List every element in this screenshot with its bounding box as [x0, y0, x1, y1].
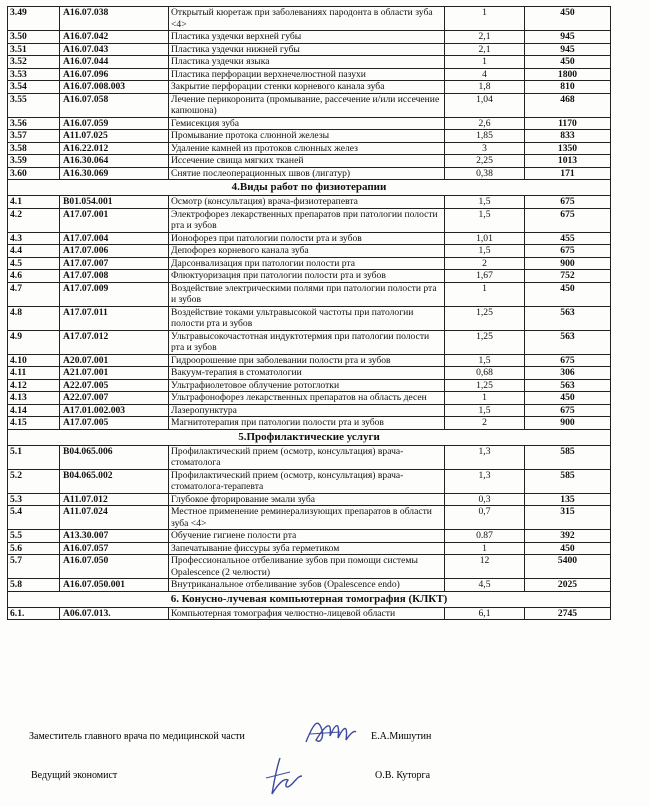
table-row — [8, 330, 611, 354]
row-number: 4.15 — [8, 417, 60, 430]
row-number: 3.56 — [8, 117, 60, 130]
price-value: 563 — [525, 330, 611, 354]
row-number: 5.1 — [8, 445, 60, 469]
table-row — [8, 7, 611, 31]
coefficient: 1 — [445, 7, 525, 31]
coefficient: 1,25 — [445, 306, 525, 330]
price-table — [7, 6, 611, 620]
coefficient: 1,25 — [445, 330, 525, 354]
row-number: 4.11 — [8, 367, 60, 380]
service-code: A16.07.008.003 — [60, 81, 169, 94]
section-header-row — [8, 180, 611, 196]
service-name: Воздействие электрическими полями при патологии полости рта и зубов — [169, 282, 445, 306]
section-title: 5.Профилактические услуги — [8, 429, 611, 445]
service-code: A16.07.038 — [60, 7, 169, 31]
price-value: 1013 — [525, 155, 611, 168]
table-row — [8, 530, 611, 543]
row-number: 4.9 — [8, 330, 60, 354]
table-row — [8, 354, 611, 367]
service-name: Закрытие перфорации стенки корневого канала зуба — [169, 81, 445, 94]
table-row — [8, 392, 611, 405]
coefficient: 1,5 — [445, 196, 525, 209]
price-value: 315 — [525, 506, 611, 530]
service-code: A17.07.005 — [60, 417, 169, 430]
service-code: A17.07.011 — [60, 306, 169, 330]
price-value: 450 — [525, 282, 611, 306]
service-code: A16.30.069 — [60, 167, 169, 180]
price-value: 945 — [525, 43, 611, 56]
price-value: 833 — [525, 130, 611, 143]
row-number: 4.2 — [8, 208, 60, 232]
table-row — [8, 506, 611, 530]
row-number: 4.1 — [8, 196, 60, 209]
service-name: Ионофорез при патологии полости рта и зубов — [169, 232, 445, 245]
service-code: B04.065.002 — [60, 469, 169, 493]
coefficient: 1,04 — [445, 93, 525, 117]
service-name: Снятие послеоперационных швов (лигатур) — [169, 167, 445, 180]
price-value: 585 — [525, 445, 611, 469]
service-code: A06.07.013. — [60, 607, 169, 620]
service-code: A11.07.012 — [60, 493, 169, 506]
table-row — [8, 579, 611, 592]
table-row — [8, 542, 611, 555]
row-number: 4.5 — [8, 257, 60, 270]
coefficient: 2 — [445, 257, 525, 270]
price-value: 450 — [525, 7, 611, 31]
service-name: Профилактический прием (осмотр, консультация) врача-стоматолога-терапевта — [169, 469, 445, 493]
row-number: 3.54 — [8, 81, 60, 94]
price-value: 5400 — [525, 555, 611, 579]
price-value: 392 — [525, 530, 611, 543]
row-number: 4.7 — [8, 282, 60, 306]
service-name: Гемисекция зуба — [169, 117, 445, 130]
service-name: Депофорез корневого канала зуба — [169, 245, 445, 258]
section-title: 4.Виды работ по физиотерапии — [8, 180, 611, 196]
table-row — [8, 117, 611, 130]
service-code: A17.01.002.003 — [60, 404, 169, 417]
row-number: 3.58 — [8, 142, 60, 155]
price-value: 945 — [525, 31, 611, 44]
price-value: 450 — [525, 542, 611, 555]
coefficient: 1,85 — [445, 130, 525, 143]
service-code: A17.07.007 — [60, 257, 169, 270]
coefficient: 1,3 — [445, 469, 525, 493]
service-code: A17.07.009 — [60, 282, 169, 306]
table-row — [8, 306, 611, 330]
table-row — [8, 417, 611, 430]
coefficient: 0.87 — [445, 530, 525, 543]
service-name: Компьютерная томография челюстно-лицевой области — [169, 607, 445, 620]
service-code: A17.07.004 — [60, 232, 169, 245]
coefficient: 1,01 — [445, 232, 525, 245]
service-name: Магнитотерапия при патологии полости рта и зубов — [169, 417, 445, 430]
row-number: 3.51 — [8, 43, 60, 56]
price-value: 1800 — [525, 68, 611, 81]
service-name: Пластика перфорации верхнечелюстной пазухи — [169, 68, 445, 81]
row-number: 5.3 — [8, 493, 60, 506]
service-name: Внутриканальное отбеливание зубов (Opalescence endo) — [169, 579, 445, 592]
row-number: 4.8 — [8, 306, 60, 330]
table-row — [8, 270, 611, 283]
coefficient: 2,6 — [445, 117, 525, 130]
service-code: A22.07.007 — [60, 392, 169, 405]
row-number: 3.57 — [8, 130, 60, 143]
price-value: 752 — [525, 270, 611, 283]
service-code: A16.07.042 — [60, 31, 169, 44]
coefficient: 1 — [445, 282, 525, 306]
coefficient: 6,1 — [445, 607, 525, 620]
service-code: A16.07.050 — [60, 555, 169, 579]
row-number: 5.8 — [8, 579, 60, 592]
service-name: Вакуум-терапия в стоматологии — [169, 367, 445, 380]
service-code: A17.07.008 — [60, 270, 169, 283]
service-name: Обучение гигиене полости рта — [169, 530, 445, 543]
coefficient: 4,5 — [445, 579, 525, 592]
row-number: 5.7 — [8, 555, 60, 579]
service-code: B01.054.001 — [60, 196, 169, 209]
service-code: A11.07.024 — [60, 506, 169, 530]
coefficient: 1,5 — [445, 245, 525, 258]
service-name: Ультрафонофорез лекарственных препаратов на область десен — [169, 392, 445, 405]
price-value: 675 — [525, 196, 611, 209]
table-row — [8, 155, 611, 168]
service-name: Местное применение реминерализующих препаратов в области зуба <4> — [169, 506, 445, 530]
service-code: A17.07.006 — [60, 245, 169, 258]
service-name: Запечатывание фиссуры зуба герметиком — [169, 542, 445, 555]
service-name: Осмотр (консультация) врача-физиотерапевта — [169, 196, 445, 209]
coefficient: 0,68 — [445, 367, 525, 380]
service-name: Дарсонвализация при патологии полости рта — [169, 257, 445, 270]
coefficient: 1 — [445, 392, 525, 405]
service-name: Лечение перикоронита (промывание, рассечение и/или иссечение капюшона) — [169, 93, 445, 117]
price-value: 810 — [525, 81, 611, 94]
table-row — [8, 56, 611, 69]
service-name: Флюктуоризация при патологии полости рта и зубов — [169, 270, 445, 283]
table-row — [8, 404, 611, 417]
price-value: 563 — [525, 379, 611, 392]
table-row — [8, 196, 611, 209]
service-name: Воздействие токами ультравысокой частоты при патологии полости рта и зубов — [169, 306, 445, 330]
table-row — [8, 208, 611, 232]
table-row — [8, 31, 611, 44]
coefficient: 0,38 — [445, 167, 525, 180]
table-row — [8, 555, 611, 579]
service-code: A16.07.058 — [60, 93, 169, 117]
service-name: Электрофорез лекарственных препаратов при патологии полости рта и зубов — [169, 208, 445, 232]
service-code: A17.07.012 — [60, 330, 169, 354]
coefficient: 2 — [445, 417, 525, 430]
service-code: A16.07.044 — [60, 56, 169, 69]
row-number: 3.59 — [8, 155, 60, 168]
price-value: 455 — [525, 232, 611, 245]
service-name: Профилактический прием (осмотр, консультация) врача-стоматолога — [169, 445, 445, 469]
price-value: 2745 — [525, 607, 611, 620]
service-code: B04.065.006 — [60, 445, 169, 469]
row-number: 5.4 — [8, 506, 60, 530]
price-value: 675 — [525, 208, 611, 232]
table-row — [8, 81, 611, 94]
coefficient: 1,25 — [445, 379, 525, 392]
service-code: A17.07.001 — [60, 208, 169, 232]
coefficient: 2,1 — [445, 43, 525, 56]
table-row — [8, 43, 611, 56]
section-header-row — [8, 591, 611, 607]
coefficient: 12 — [445, 555, 525, 579]
price-value: 468 — [525, 93, 611, 117]
service-code: A16.07.059 — [60, 117, 169, 130]
table-row — [8, 257, 611, 270]
price-value: 450 — [525, 56, 611, 69]
coefficient: 3 — [445, 142, 525, 155]
service-name: Открытый кюретаж при заболеваниях пародонта в области зуба <4> — [169, 7, 445, 31]
service-code: A21.07.001 — [60, 367, 169, 380]
coefficient: 1,5 — [445, 404, 525, 417]
table-row — [8, 142, 611, 155]
coefficient: 1,67 — [445, 270, 525, 283]
coefficient: 1,5 — [445, 208, 525, 232]
economist-title: Ведущий экономист — [31, 770, 118, 781]
price-value: 900 — [525, 257, 611, 270]
price-value: 675 — [525, 404, 611, 417]
coefficient: 1,8 — [445, 81, 525, 94]
coefficient: 1 — [445, 542, 525, 555]
service-name: Иссечение свища мягких тканей — [169, 155, 445, 168]
service-code: A20.07.001 — [60, 354, 169, 367]
service-name: Лазеропунктура — [169, 404, 445, 417]
table-row — [8, 379, 611, 392]
deputy-title: Заместитель главного врача по медицинской части — [29, 731, 245, 742]
table-row — [8, 493, 611, 506]
economist-signature-icon — [262, 754, 312, 798]
service-name: Пластика уздечки верхней губы — [169, 31, 445, 44]
service-name: Ультравысокочастотная индуктотермия при патологии полости рта и зубов — [169, 330, 445, 354]
coefficient: 0,3 — [445, 493, 525, 506]
service-name: Глубокое фторирование эмали зуба — [169, 493, 445, 506]
price-value: 1350 — [525, 142, 611, 155]
coefficient: 0,7 — [445, 506, 525, 530]
price-value: 900 — [525, 417, 611, 430]
table-row — [8, 282, 611, 306]
price-value: 585 — [525, 469, 611, 493]
deputy-signature-icon — [300, 712, 360, 752]
row-number: 5.6 — [8, 542, 60, 555]
row-number: 6.1. — [8, 607, 60, 620]
service-code: A13.30.007 — [60, 530, 169, 543]
row-number: 3.55 — [8, 93, 60, 117]
price-value: 171 — [525, 167, 611, 180]
service-code: A16.07.057 — [60, 542, 169, 555]
service-name: Пластика уздечки нижней губы — [169, 43, 445, 56]
service-name: Ультрафиолетовое облучение ротоглотки — [169, 379, 445, 392]
row-number: 4.10 — [8, 354, 60, 367]
service-code: A16.30.064 — [60, 155, 169, 168]
service-code: A11.07.025 — [60, 130, 169, 143]
deputy-name: Е.А.Мишутин — [371, 731, 432, 742]
coefficient: 4 — [445, 68, 525, 81]
row-number: 4.4 — [8, 245, 60, 258]
service-name: Удаление камней из протоков слюнных желез — [169, 142, 445, 155]
table-row — [8, 130, 611, 143]
price-table-body — [8, 7, 611, 620]
table-row — [8, 245, 611, 258]
row-number: 5.5 — [8, 530, 60, 543]
table-row — [8, 469, 611, 493]
table-row — [8, 367, 611, 380]
coefficient: 1,5 — [445, 354, 525, 367]
row-number: 5.2 — [8, 469, 60, 493]
row-number: 4.14 — [8, 404, 60, 417]
price-value: 2025 — [525, 579, 611, 592]
table-row — [8, 167, 611, 180]
price-value: 563 — [525, 306, 611, 330]
row-number: 4.6 — [8, 270, 60, 283]
service-code: A22.07.005 — [60, 379, 169, 392]
row-number: 4.3 — [8, 232, 60, 245]
table-row — [8, 607, 611, 620]
coefficient: 1,3 — [445, 445, 525, 469]
row-number: 3.53 — [8, 68, 60, 81]
service-name: Пластика уздечки языка — [169, 56, 445, 69]
service-name: Промывание протока слюнной железы — [169, 130, 445, 143]
price-value: 135 — [525, 493, 611, 506]
coefficient: 1 — [445, 56, 525, 69]
economist-name: О.В. Куторга — [375, 770, 431, 781]
service-code: A16.07.043 — [60, 43, 169, 56]
row-number: 4.13 — [8, 392, 60, 405]
row-number: 4.12 — [8, 379, 60, 392]
price-value: 675 — [525, 245, 611, 258]
price-value: 306 — [525, 367, 611, 380]
service-name: Профессиональное отбеливание зубов при помощи системы Opalescence (2 челюсти) — [169, 555, 445, 579]
service-code: A16.22.012 — [60, 142, 169, 155]
row-number: 3.49 — [8, 7, 60, 31]
coefficient: 2,25 — [445, 155, 525, 168]
service-name: Гидроорошение при заболевании полости рта и зубов — [169, 354, 445, 367]
table-row — [8, 445, 611, 469]
row-number: 3.50 — [8, 31, 60, 44]
coefficient: 2,1 — [445, 31, 525, 44]
service-code: A16.07.096 — [60, 68, 169, 81]
service-code: A16.07.050.001 — [60, 579, 169, 592]
price-value: 675 — [525, 354, 611, 367]
section-header-row — [8, 429, 611, 445]
row-number: 3.52 — [8, 56, 60, 69]
section-title: 6. Конусно-лучевая компьютерная томография (КЛКТ) — [8, 591, 611, 607]
table-row — [8, 93, 611, 117]
row-number: 3.60 — [8, 167, 60, 180]
table-row — [8, 68, 611, 81]
price-value: 450 — [525, 392, 611, 405]
price-value: 1170 — [525, 117, 611, 130]
table-row — [8, 232, 611, 245]
